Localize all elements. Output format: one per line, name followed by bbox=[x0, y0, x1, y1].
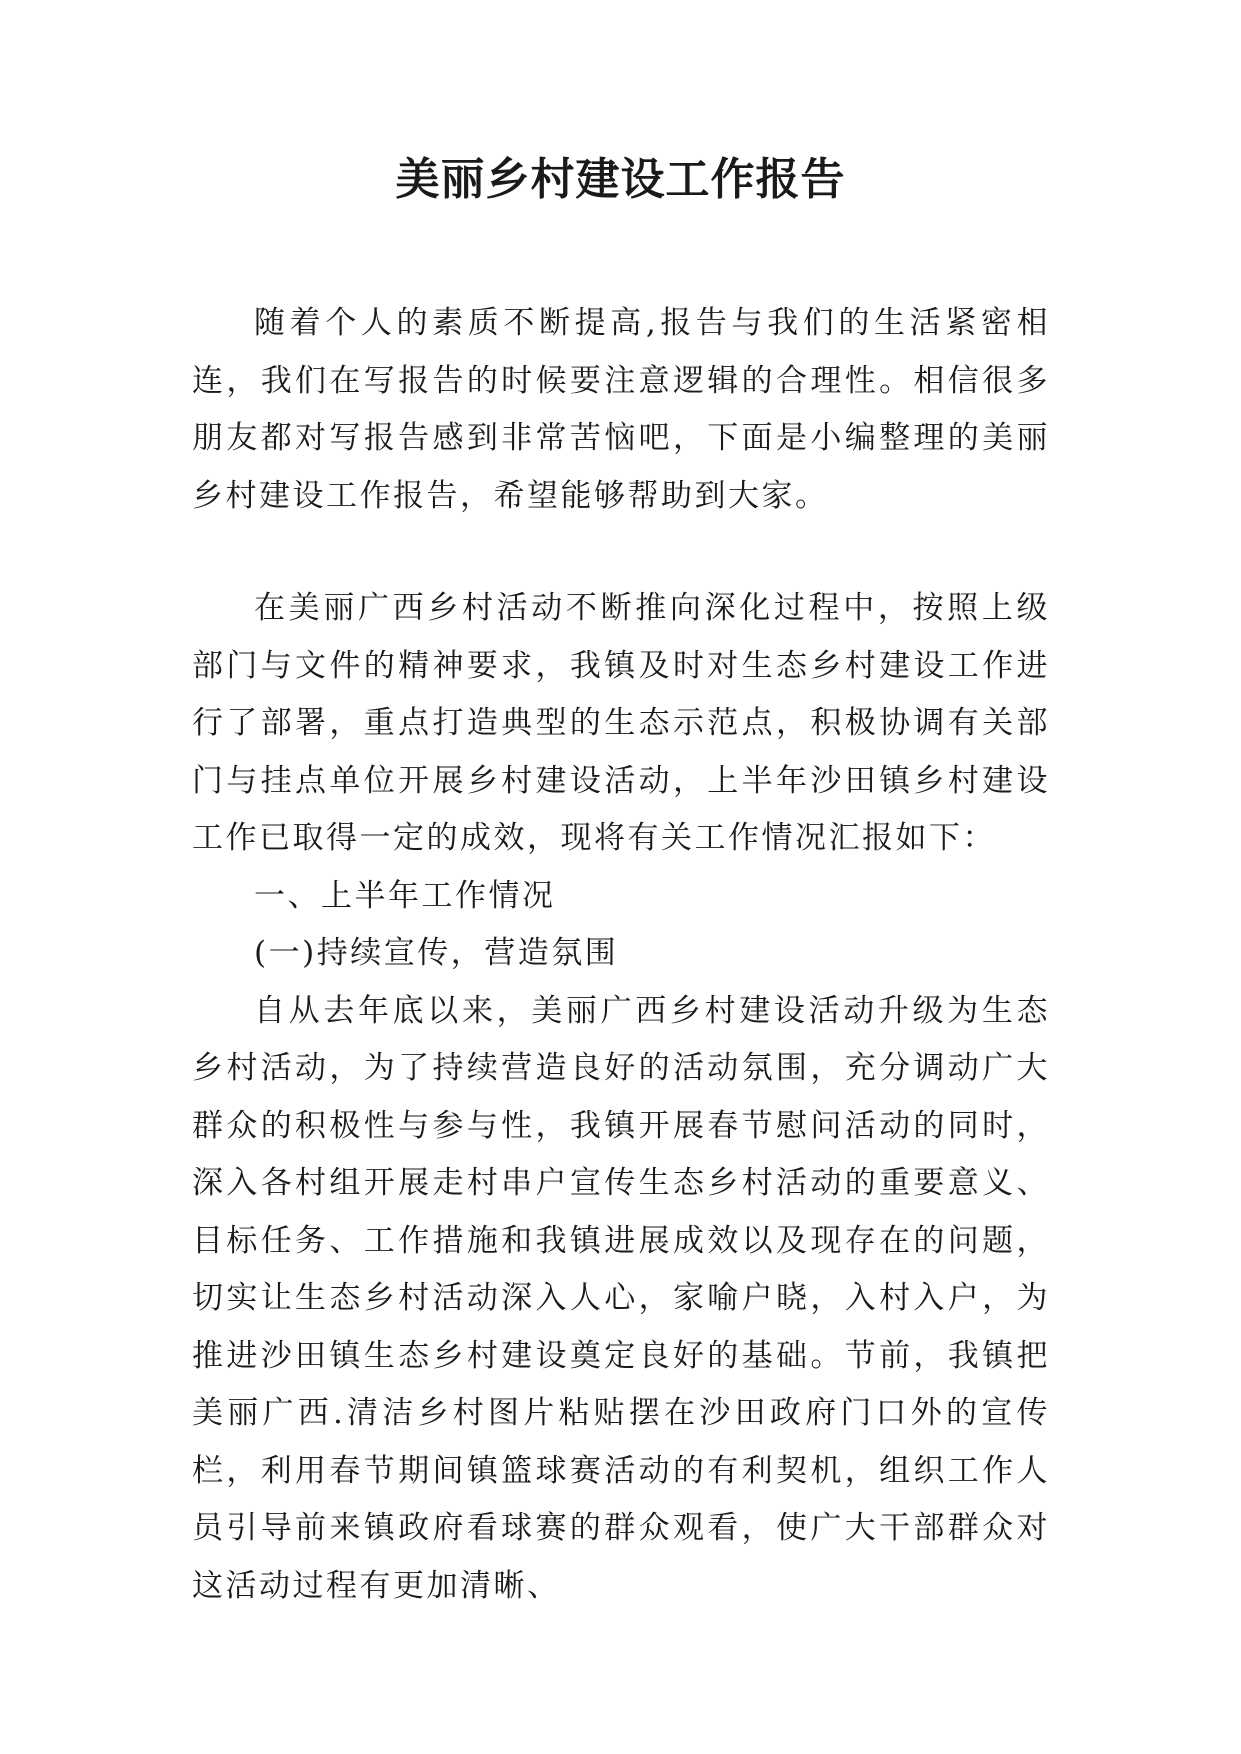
document-title: 美丽乡村建设工作报告 bbox=[395, 154, 846, 205]
body-paragraph-2: 自从去年底以来，美丽广西乡村建设活动升级为生态乡村活动，为了持续营造良好的活动氛围，充分调动广大群众的积极性与参与性，我镇开展春节慰问活动的同时，深入各村组开展走村串户宣传生态乡村活动的重要意义、目标任务、工作措施和我镇进展成效以及现存在的问题，切实让生态乡村活动深入人心，家喻户晓，入村入户，为推进沙田镇生态乡村建设奠定良好的基础。节前，我镇把美丽广西.清洁乡村图片粘贴摆在沙田政府门口外的宣传栏，利用春节期间镇篮球赛活动的有利契机，组织工作人员引导前来镇政府看球赛的群众观看，使广大干部群众对这活动过程有更加清晰、 bbox=[192, 992, 1050, 1604]
section-heading: 一、上半年工作情况 bbox=[254, 877, 556, 914]
intro-paragraph: 随着个人的素质不断提高,报告与我们的生活紧密相连，我们在写报告的时候要注意逻辑的合理性。相信很多朋友都对写报告感到非常苦恼吧，下面是小编整理的美丽乡村建设工作报告，希望能够帮助到大家。 bbox=[192, 305, 1050, 514]
subsection-heading: (一)持续宣传，营造氛围 bbox=[254, 935, 619, 971]
body-paragraph-1: 在美丽广西乡村活动不断推向深化过程中，按照上级部门与文件的精神要求，我镇及时对生态乡村建设工作进行了部署，重点打造典型的生态示范点，积极协调有关部门与挂点单位开展乡村建设活动，上半年沙田镇乡村建设工作已取得一定的成效，现将有关工作情况汇报如下： bbox=[192, 590, 1050, 856]
intro-section bbox=[192, 295, 1050, 525]
main-section bbox=[192, 580, 1050, 1615]
